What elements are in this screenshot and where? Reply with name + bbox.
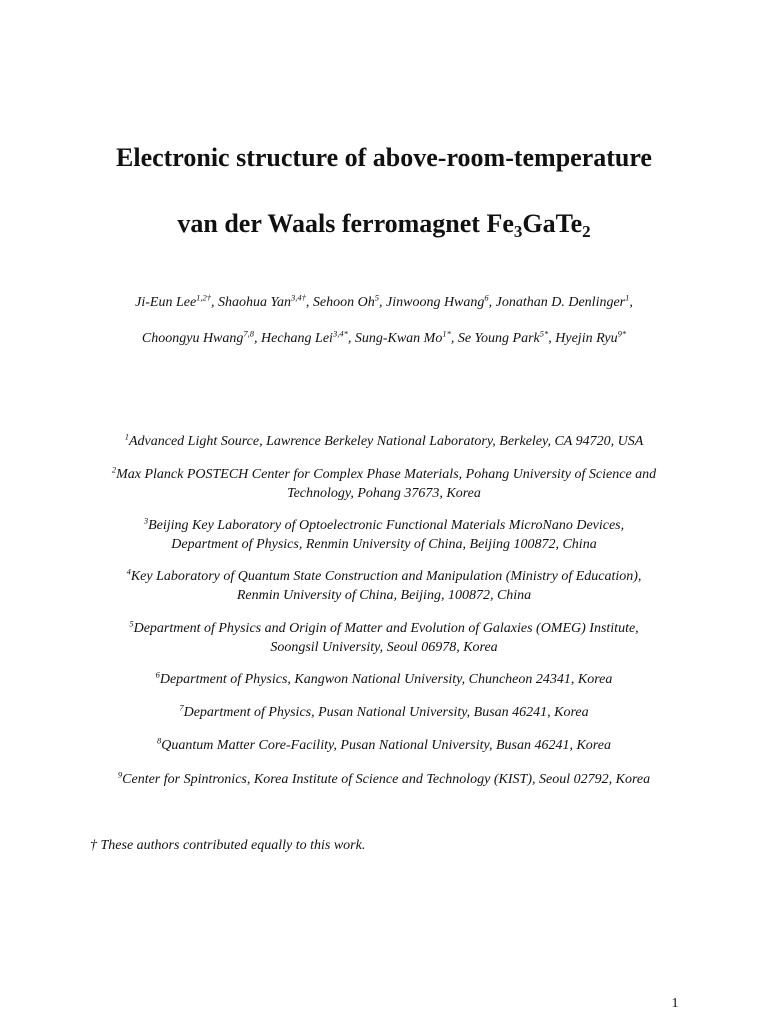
affiliation-4 [70,567,698,605]
affiliation-text: Advanced Light Source, Lawrence Berkeley National Laboratory, Berkeley, CA 94720, USA [128,434,644,449]
affiliation-line [70,465,698,484]
affiliation-3 [70,516,698,554]
author-separator: , [450,331,458,346]
affiliation-line: Soongsil University, Seoul 06978, Korea [270,640,498,655]
affiliation-9 [70,770,698,789]
author-separator: , [347,331,355,346]
title-text: van der Waals ferromagnet Fe [177,209,514,238]
affiliation-line [70,619,698,638]
formula-subscript: 2 [582,222,591,241]
affiliation-text: Max Planck POSTECH Center for Complex Phase Materials, Pohang University of Science and [116,467,657,482]
affiliation-2 [70,465,698,503]
author-affiliation-marker: 1,2† [196,292,212,303]
author-affiliation-marker: 7,8 [243,328,255,339]
author-affiliation-marker: 6 [484,292,489,303]
affiliation-line [70,567,698,586]
affiliation-line: Department of Physics, Renmin University of China, Beijing 100872, China [171,537,597,552]
affiliation-number: 8 [157,735,162,746]
author-separator: , [305,295,313,310]
author-name: Jinwoong Hwang [386,295,485,310]
author-affiliation-marker: 3,4† [291,292,306,303]
affiliation-8 [70,736,698,755]
author-affiliation-marker: 5 [374,292,379,303]
author-list-line-1 [0,294,768,312]
affiliation-1 [70,432,698,451]
affiliation-text: Center for Spintronics, Korea Institute of Science and Technology (KIST), Seoul 02792, Korea [122,772,651,787]
affiliation-number: 3 [143,515,149,526]
affiliation-text: Department of Physics and Origin of Matter and Evolution of Galaxies (OMEG) Institute, [133,621,639,636]
affiliation-line: Technology, Pohang 37673, Korea [287,486,481,501]
affiliation-line [70,736,698,755]
paper-title-line-1: Electronic structure of above-room-temperature [116,143,652,172]
author-separator: , [629,295,633,310]
author-affiliation-marker: 1* [442,328,451,339]
affiliation-number: 1 [124,431,129,442]
affiliation-number: 6 [155,669,160,680]
author-name: Ji-Eun Lee [135,295,197,310]
affiliation-number: 7 [179,702,184,713]
author-separator: , [548,331,556,346]
title-text: GaTe [522,209,583,238]
affiliation-text: Department of Physics, Pusan National University, Busan 46241, Korea [183,705,589,720]
author-name: Choongyu Hwang [141,331,244,346]
author-separator: , [211,295,219,310]
paper-title-line-2 [0,209,768,239]
affiliation-6 [70,670,698,689]
equal-contribution-footnote: † These authors contributed equally to this work. [90,838,366,853]
formula-subscript: 3 [513,222,523,241]
author-separator: , [379,295,386,310]
affiliation-number: 9 [117,769,123,780]
author-name: Hechang Lei [261,331,333,346]
affiliation-line: Renmin University of China, Beijing, 100872, China [236,588,532,603]
author-name: Sung-Kwan Mo [354,331,443,346]
author-affiliation-marker: 3,4* [332,328,348,339]
affiliation-number: 2 [111,464,117,475]
author-name: Se Young Park [457,331,540,346]
affiliation-line [70,432,698,451]
author-name: Hyejin Ryu [555,331,618,346]
affiliation-line [70,703,698,722]
affiliation-line [70,670,698,689]
author-affiliation-marker: 9* [617,328,627,339]
affiliation-number: 4 [126,566,131,577]
author-name: Jonathan D. Denlinger [495,295,626,310]
author-separator: , [488,295,496,310]
author-name: Shaohua Yan [218,295,292,310]
page-number: 1 [671,996,679,1011]
author-list-line-2 [0,330,768,348]
affiliation-text: Beijing Key Laboratory of Optoelectronic Functional Materials MicroNano Devices, [148,518,625,533]
author-name: Sehoon Oh [312,295,375,310]
affiliation-line [70,516,698,535]
affiliation-7 [70,703,698,722]
author-affiliation-marker: 5* [539,328,549,339]
affiliation-text: Department of Physics, Kangwon National University, Chuncheon 24341, Korea [159,672,613,687]
affiliation-text: Key Laboratory of Quantum State Construction and Manipulation (Ministry of Education), [130,569,642,584]
affiliation-number: 5 [129,618,134,629]
author-affiliation-marker: 1 [625,292,630,303]
author-separator: , [254,331,262,346]
affiliation-text: Quantum Matter Core-Facility, Pusan National University, Busan 46241, Korea [161,738,611,753]
affiliation-5 [70,619,698,657]
affiliation-line [70,770,698,789]
